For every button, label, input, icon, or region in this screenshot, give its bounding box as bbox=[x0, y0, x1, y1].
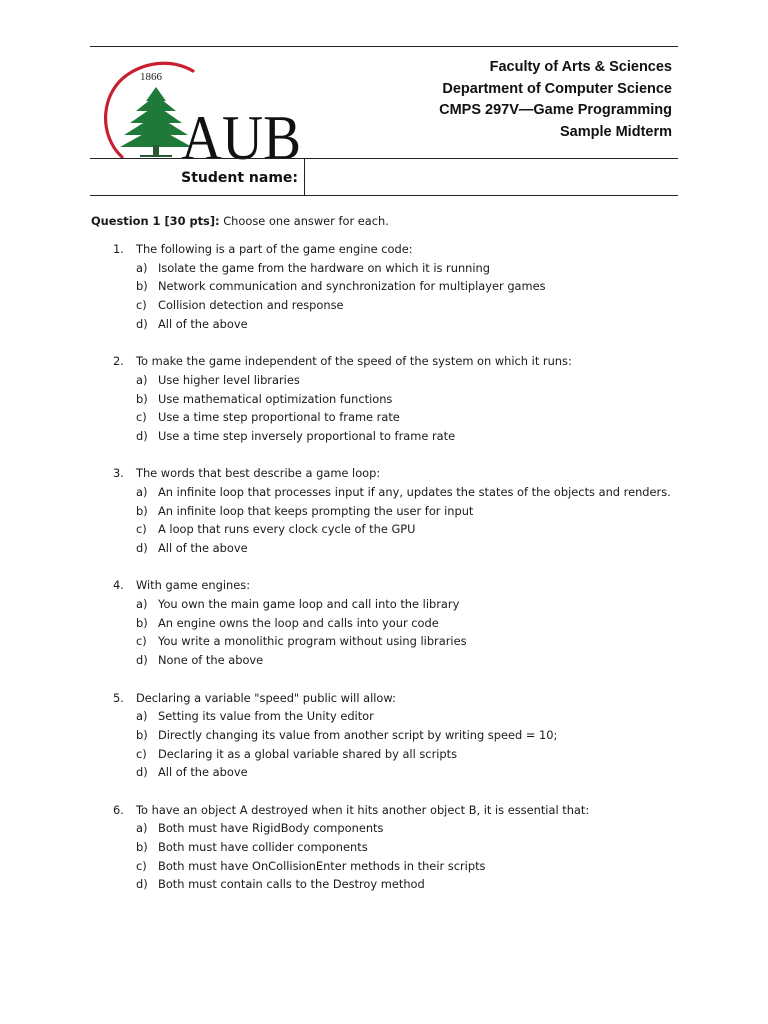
answer-option[interactable] bbox=[91, 520, 691, 539]
answer-option[interactable] bbox=[91, 707, 691, 726]
answer-option[interactable] bbox=[91, 745, 691, 764]
question-number: 5. bbox=[113, 690, 124, 705]
option-text: Use a time step proportional to frame rate bbox=[158, 410, 400, 425]
answer-option[interactable] bbox=[91, 819, 691, 838]
option-letter: b) bbox=[136, 840, 148, 854]
answer-option[interactable] bbox=[91, 315, 691, 334]
option-text: Use mathematical optimization functions bbox=[158, 391, 393, 406]
option-letter: a) bbox=[136, 597, 148, 612]
exam-title: Sample Midterm bbox=[560, 123, 672, 140]
option-text: Both must have collider components bbox=[158, 840, 368, 854]
question-section bbox=[91, 211, 691, 913]
option-letter: c) bbox=[136, 522, 147, 537]
logo-wordmark: AUB bbox=[181, 102, 301, 163]
student-name-divider bbox=[304, 158, 305, 195]
option-text: An infinite loop that keeps prompting the user for input bbox=[158, 503, 474, 518]
option-letter: d) bbox=[136, 316, 148, 331]
option-text: All of the above bbox=[158, 765, 248, 780]
option-letter: d) bbox=[136, 653, 148, 668]
student-name-label: Student name: bbox=[181, 170, 298, 186]
answer-option[interactable] bbox=[91, 371, 691, 390]
question-text: With game engines: bbox=[136, 578, 251, 593]
option-text: You own the main game loop and call into the library bbox=[158, 597, 460, 612]
question-item bbox=[91, 240, 691, 333]
answer-option[interactable] bbox=[91, 875, 691, 894]
question-text: Declaring a variable "speed" public will allow: bbox=[136, 690, 396, 705]
answer-option[interactable] bbox=[91, 408, 691, 427]
answer-option[interactable] bbox=[91, 857, 691, 876]
question-text: To make the game independent of the speed of the system on which it runs: bbox=[136, 354, 572, 369]
option-letter: c) bbox=[136, 858, 147, 873]
option-letter: b) bbox=[136, 279, 148, 294]
option-text: Setting its value from the Unity editor bbox=[158, 709, 374, 724]
question-item bbox=[91, 576, 691, 669]
answer-option[interactable] bbox=[91, 483, 691, 502]
logo-year: 1866 bbox=[140, 71, 162, 83]
option-letter: d) bbox=[136, 541, 148, 555]
faculty-line: Faculty of Arts & Sciences bbox=[489, 59, 672, 75]
option-text: Both must contain calls to the Destroy method bbox=[158, 877, 425, 892]
option-letter: b) bbox=[136, 503, 148, 518]
option-letter: d) bbox=[136, 428, 148, 443]
option-text: All of the above bbox=[158, 316, 248, 331]
answer-option[interactable] bbox=[91, 277, 691, 296]
question-text: The words that best describe a game loop: bbox=[136, 466, 381, 481]
question-title: Question 1 [30 pts]: bbox=[91, 214, 220, 228]
course-info bbox=[439, 57, 672, 143]
option-letter: c) bbox=[136, 410, 147, 425]
answer-option[interactable] bbox=[91, 763, 691, 782]
question-text: The following is a part of the game engine code: bbox=[136, 242, 413, 256]
option-text: An engine owns the loop and calls into your code bbox=[158, 615, 439, 630]
option-letter: b) bbox=[136, 391, 148, 406]
answer-option[interactable] bbox=[91, 838, 691, 857]
option-letter: c) bbox=[136, 634, 147, 649]
option-text: Use a time step inversely proportional to frame rate bbox=[158, 428, 456, 443]
option-letter: c) bbox=[136, 298, 147, 313]
question-number: 3. bbox=[113, 466, 124, 481]
answer-option[interactable] bbox=[91, 726, 691, 745]
option-letter: a) bbox=[136, 372, 148, 387]
option-text: Collision detection and response bbox=[158, 298, 344, 313]
answer-option[interactable] bbox=[91, 296, 691, 315]
option-letter: a) bbox=[136, 821, 148, 836]
option-text: You write a monolithic program without using libraries bbox=[158, 634, 467, 649]
option-text: All of the above bbox=[158, 541, 248, 555]
option-text: Declaring it as a global variable shared by all scripts bbox=[158, 746, 458, 761]
option-letter: d) bbox=[136, 765, 148, 780]
question-item bbox=[91, 464, 691, 557]
student-name-field[interactable] bbox=[306, 160, 680, 195]
answer-option[interactable] bbox=[91, 614, 691, 633]
question-number: 2. bbox=[113, 354, 124, 369]
option-letter: d) bbox=[136, 877, 148, 892]
option-text: Both must have RigidBody components bbox=[158, 821, 384, 836]
option-letter: b) bbox=[136, 615, 148, 630]
answer-option[interactable] bbox=[91, 259, 691, 278]
question-item bbox=[91, 801, 691, 894]
option-text: Both must have OnCollisionEnter methods in their scripts bbox=[158, 858, 486, 873]
option-text: A loop that runs every clock cycle of the GPU bbox=[158, 522, 416, 537]
option-letter: a) bbox=[136, 260, 148, 275]
header-bottom-rule bbox=[90, 195, 678, 196]
aub-logo bbox=[96, 53, 306, 163]
option-letter: a) bbox=[136, 709, 148, 724]
option-text: Network communication and synchronization for multiplayer games bbox=[158, 279, 546, 294]
question-instruction: Choose one answer for each. bbox=[219, 214, 389, 228]
question-heading bbox=[91, 211, 691, 231]
answer-option[interactable] bbox=[91, 595, 691, 614]
question-number: 4. bbox=[113, 578, 124, 593]
answer-option[interactable] bbox=[91, 539, 691, 558]
option-letter: c) bbox=[136, 746, 147, 761]
answer-option[interactable] bbox=[91, 427, 691, 446]
option-text: Use higher level libraries bbox=[158, 372, 300, 387]
exam-header bbox=[90, 47, 678, 163]
question-number: 6. bbox=[113, 802, 124, 817]
option-text: None of the above bbox=[158, 653, 264, 668]
answer-option[interactable] bbox=[91, 502, 691, 521]
option-letter: a) bbox=[136, 484, 148, 499]
question-number: 1. bbox=[113, 242, 124, 256]
option-text: Directly changing its value from another script by writing speed = 10; bbox=[158, 727, 558, 742]
question-item bbox=[91, 352, 691, 445]
option-text: An infinite loop that processes input if any, updates the states of the objects and renders. bbox=[158, 484, 671, 499]
question-item bbox=[91, 689, 691, 782]
department-line: Department of Computer Science bbox=[442, 80, 672, 97]
option-letter: b) bbox=[136, 727, 148, 742]
answer-option[interactable] bbox=[91, 632, 691, 651]
answer-option[interactable] bbox=[91, 390, 691, 409]
course-line: CMPS 297V—Game Programming bbox=[439, 102, 672, 118]
answer-option[interactable] bbox=[91, 651, 691, 670]
question-text: To have an object A destroyed when it hits another object B, it is essential that: bbox=[136, 802, 590, 817]
option-text: Isolate the game from the hardware on which it is running bbox=[158, 260, 491, 275]
